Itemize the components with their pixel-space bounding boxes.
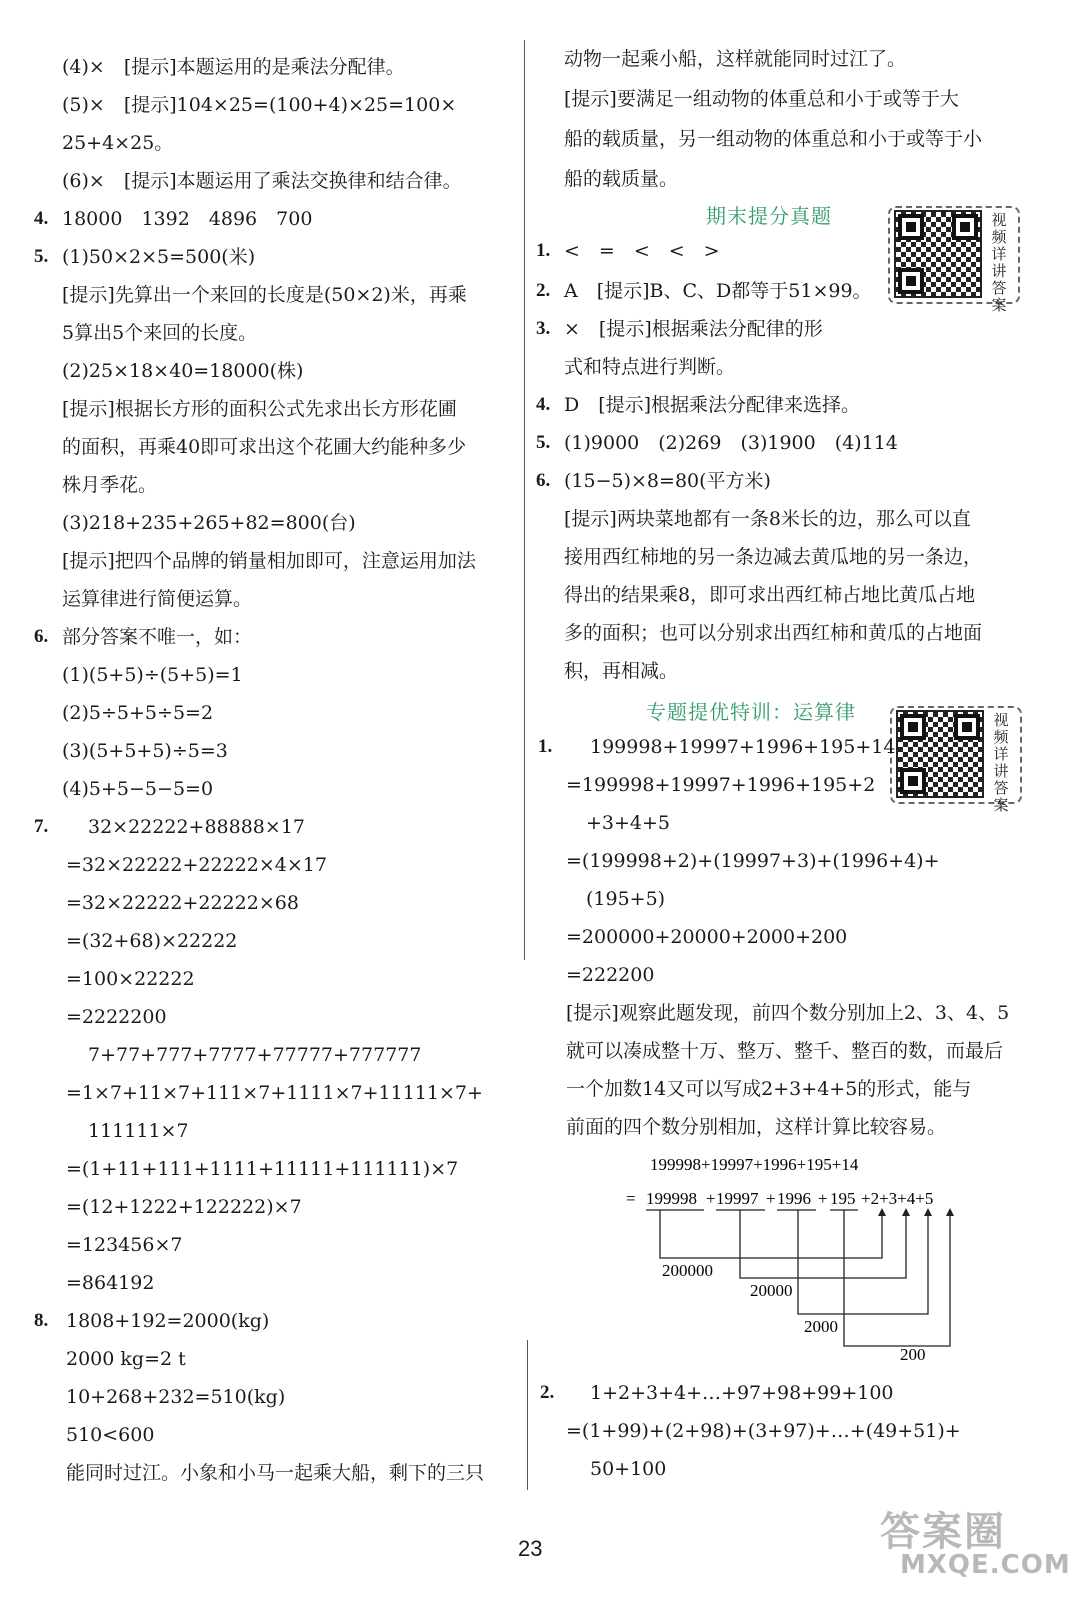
diagram-sum: 20000 bbox=[750, 1281, 793, 1300]
answer-line: (15−5)×8=80(平方米) bbox=[564, 470, 771, 492]
hint-line: 船的载质量。 bbox=[564, 168, 679, 190]
diagram-term: 1996 bbox=[777, 1189, 811, 1208]
answer-line: 510<600 bbox=[66, 1424, 155, 1446]
answer-line: < = < < > bbox=[564, 240, 720, 262]
qr-code-icon[interactable] bbox=[894, 210, 982, 298]
diagram-term: 199998 bbox=[646, 1189, 697, 1208]
calc-line: =(199998+2)+(19997+3)+(1996+4)+ bbox=[566, 850, 940, 872]
diagram-addends: +2+3+4+5 bbox=[861, 1189, 934, 1208]
calc-line: =(1+11+111+1111+11111+111111)×7 bbox=[66, 1158, 459, 1180]
hint-line: 5算出5个来回的长度。 bbox=[62, 322, 258, 344]
hint-line: 运算律进行简便运算。 bbox=[62, 588, 253, 610]
calc-line: =2222200 bbox=[66, 1006, 167, 1028]
calc-line: =(12+1222+122222)×7 bbox=[66, 1196, 302, 1218]
diagram-equals: = bbox=[626, 1189, 636, 1208]
diagram-top-expression: 199998+19997+1996+195+14 bbox=[650, 1155, 859, 1174]
grouping-diagram bbox=[610, 1148, 1010, 1368]
answer-line: D [提示]根据乘法分配律来选择。 bbox=[564, 394, 861, 416]
calc-line: 50+100 bbox=[590, 1458, 667, 1480]
answer-line: (5)× [提示]104×25=(100+4)×25=100× bbox=[62, 94, 457, 116]
calc-line: =32×22222+22222×68 bbox=[66, 892, 299, 914]
question-number: 4. bbox=[536, 394, 551, 415]
diagram-plus: + bbox=[818, 1189, 828, 1208]
answer-line: 部分答案不唯一，如： bbox=[62, 626, 253, 648]
answer-line: (4)× [提示]本题运用的是乘法分配律。 bbox=[62, 56, 405, 78]
hint-line: [提示]把四个品牌的销量相加即可，注意运用加法 bbox=[62, 550, 476, 572]
calc-line: =864192 bbox=[66, 1272, 155, 1294]
calc-line: =(1+99)+(2+98)+(3+97)+…+(49+51)+ bbox=[566, 1420, 961, 1442]
answer-line: (1)9000 (2)269 (3)1900 (4)114 bbox=[564, 432, 898, 454]
hint-line: 式和特点进行判断。 bbox=[564, 356, 736, 378]
hint-line: 得出的结果乘8，即可求出西红柿占地比黄瓜占地 bbox=[564, 584, 976, 606]
calc-line: +3+4+5 bbox=[586, 812, 671, 834]
watermark-logo: 答案圈 bbox=[880, 1509, 1006, 1555]
hint-line: [提示]观察此题发现，前四个数分别加上2、3、4、5 bbox=[566, 1002, 1010, 1024]
hint-line: [提示]要满足一组动物的体重总和小于或等于大 bbox=[564, 88, 959, 110]
answer-line: (6)× [提示]本题运用了乘法交换律和结合律。 bbox=[62, 170, 462, 192]
answer-line: 动物一起乘小船，这样就能同时过江了。 bbox=[564, 48, 907, 70]
answer-line: (2)25×18×40=18000(株) bbox=[62, 360, 304, 382]
answer-line: (2)5÷5+5÷5=2 bbox=[62, 702, 214, 724]
hint-line: 就可以凑成整十万、整万、整千、整百的数，而最后 bbox=[566, 1040, 1004, 1062]
question-number: 4. bbox=[34, 208, 49, 229]
diagram-plus: + bbox=[706, 1189, 716, 1208]
question-number: 1. bbox=[536, 240, 551, 261]
answer-line: 1808+192=2000(kg) bbox=[66, 1310, 270, 1332]
calc-line: =1×7+11×7+111×7+1111×7+11111×7+ bbox=[66, 1082, 483, 1104]
answer-line: 10+268+232=510(kg) bbox=[66, 1386, 286, 1408]
page-number: 23 bbox=[518, 1536, 543, 1561]
qr-label: 视频详讲答案 bbox=[993, 711, 1009, 814]
question-number: 7. bbox=[34, 816, 49, 837]
calc-line: =123456×7 bbox=[66, 1234, 183, 1256]
calc-line: =32×22222+22222×4×17 bbox=[66, 854, 327, 876]
hint-line: 的面积，再乘40即可求出这个花圃大约能种多少 bbox=[62, 436, 467, 458]
answer-line: A [提示]B、C、D都等于51×99。 bbox=[564, 280, 872, 302]
calc-line: 111111×7 bbox=[88, 1120, 189, 1142]
answer-line: 25+4×25。 bbox=[62, 132, 174, 154]
answer-line: 能同时过江。小象和小马一起乘大船，剩下的三只 bbox=[66, 1462, 485, 1484]
diagram-term: 19997 bbox=[716, 1189, 759, 1208]
question-number: 5. bbox=[536, 432, 551, 453]
question-number: 2. bbox=[540, 1382, 555, 1403]
calc-line: =100×22222 bbox=[66, 968, 195, 990]
calc-line: =200000+20000+2000+200 bbox=[566, 926, 848, 948]
answer-line: 2000 kg=2 t bbox=[66, 1348, 186, 1370]
question-number: 3. bbox=[536, 318, 551, 339]
question-number: 6. bbox=[34, 626, 49, 647]
answer-line: × [提示]根据乘法分配律的形 bbox=[564, 318, 823, 340]
watermark-url: MXQE.COM bbox=[900, 1550, 1071, 1580]
diagram-sum: 2000 bbox=[804, 1317, 838, 1336]
question-number: 6. bbox=[536, 470, 551, 491]
calc-line: =199998+19997+1996+195+2 bbox=[566, 774, 876, 796]
question-number: 8. bbox=[34, 1310, 49, 1331]
calc-line: 32×22222+88888×17 bbox=[88, 816, 305, 838]
column-divider bbox=[524, 40, 525, 960]
answer-line: (4)5+5−5−5=0 bbox=[62, 778, 214, 800]
hint-line: [提示]先算出一个来回的长度是(50×2)米，再乘 bbox=[62, 284, 467, 306]
answer-line: (3)(5+5+5)÷5=3 bbox=[62, 740, 228, 762]
answer-line: (1)(5+5)÷(5+5)=1 bbox=[62, 664, 243, 686]
diagram-term: 195 bbox=[830, 1189, 856, 1208]
diagram-plus: + bbox=[766, 1189, 776, 1208]
calc-line: (195+5) bbox=[586, 888, 666, 910]
calc-line: =222200 bbox=[566, 964, 655, 986]
hint-line: 多的面积；也可以分别求出西红柿和黄瓜的占地面 bbox=[564, 622, 983, 644]
question-number: 2. bbox=[536, 280, 551, 301]
hint-line: 积，再相减。 bbox=[564, 660, 679, 682]
question-number: 5. bbox=[34, 246, 49, 267]
answer-line: (3)218+235+265+82=800(台) bbox=[62, 512, 356, 534]
answer-line: 18000 1392 4896 700 bbox=[62, 208, 313, 230]
hint-line: 接用西红柿地的另一条边减去黄瓜地的另一条边， bbox=[564, 546, 983, 568]
hint-line: [提示]根据长方形的面积公式先求出长方形花圃 bbox=[62, 398, 457, 420]
section-title: 专题提优特训：运算律 bbox=[646, 700, 856, 724]
qr-label: 视频详讲答案 bbox=[991, 211, 1007, 314]
hint-line: 株月季花。 bbox=[62, 474, 158, 496]
diagram-sum: 200000 bbox=[662, 1261, 713, 1280]
hint-line: 前面的四个数分别相加，这样计算比较容易。 bbox=[566, 1116, 947, 1138]
diagram-sum: 200 bbox=[900, 1345, 926, 1364]
answer-line: (1)50×2×5=500(米) bbox=[62, 246, 256, 268]
question-number: 1. bbox=[538, 736, 553, 757]
calc-line: 199998+19997+1996+195+14 bbox=[590, 736, 896, 758]
hint-line: 船的载质量，另一组动物的体重总和小于或等于小 bbox=[564, 128, 983, 150]
qr-code-icon[interactable] bbox=[896, 710, 984, 798]
section-title: 期末提分真题 bbox=[706, 204, 832, 228]
calc-line: 1+2+3+4+…+97+98+99+100 bbox=[590, 1382, 894, 1404]
calc-line: 7+77+777+7777+77777+777777 bbox=[88, 1044, 422, 1066]
calc-line: =(32+68)×22222 bbox=[66, 930, 238, 952]
column-divider bbox=[527, 1340, 528, 1490]
hint-line: 一个加数14又可以写成2+3+4+5的形式，能与 bbox=[566, 1078, 972, 1100]
hint-line: [提示]两块菜地都有一条8米长的边，那么可以直 bbox=[564, 508, 971, 530]
